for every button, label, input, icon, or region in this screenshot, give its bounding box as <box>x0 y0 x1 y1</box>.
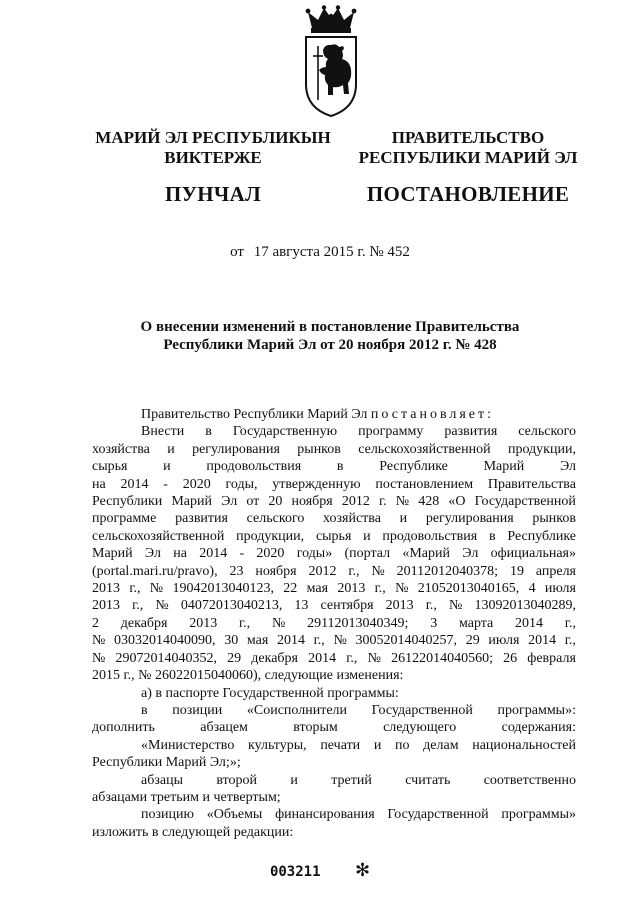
document-body <box>92 406 576 841</box>
header-right-line2: РЕСПУБЛИКИ МАРИЙ ЭЛ <box>358 148 578 167</box>
body-line: изложить в следующей редакции: <box>92 824 294 840</box>
body-line: № 03032014040090, 30 мая 2014 г., № 30052014040257, 29 июля 2014 г., <box>92 633 576 649</box>
body-line: № 29072014040352, 29 декабря 2014 г., № 26122014040560; 26 февраля <box>92 650 576 666</box>
header-right-act-type: ПОСТАНОВЛЕНИЕ <box>366 182 570 206</box>
footer-serial <box>0 860 640 881</box>
body-line: а) в паспорте Государственной программы: <box>141 685 399 701</box>
body-opening-verb: постановляет: <box>370 407 495 422</box>
title-line1: О внесении изменений в постановление Правительства <box>140 319 520 335</box>
body-line: Внести в Государственную программу развития сельского <box>141 424 576 440</box>
body-line: в позиции «Соисполнители Государственной программы»: <box>141 702 576 718</box>
serial-number: 003211 <box>269 864 321 880</box>
header-left-block <box>90 128 336 207</box>
header-right-block <box>350 128 586 207</box>
body-line: сельскохозяйственной продукции, сырья и продовольствия в Республике <box>92 528 576 544</box>
body-line: 2 декабря 2013 г., № 29112013040349; 3 марта 2014 г., <box>92 615 576 631</box>
body-line: абзацами третьим и четвертым; <box>92 789 281 805</box>
header-left-line2: ВИКТЕРЖЕ <box>164 148 262 167</box>
coat-of-arms-emblem <box>298 4 364 120</box>
body-line: дополнить абзацем вторым следующего содержания: <box>92 720 576 736</box>
header-left-act-type: ПУНЧАЛ <box>164 182 262 206</box>
date-line <box>0 244 640 261</box>
document-title <box>80 318 580 354</box>
date-number: 17 августа 2015 г. № 452 <box>253 244 410 260</box>
body-line: (portal.mari.ru/pravo), 23 ноября 2012 г., № 20112012040378; 19 апреля <box>92 563 576 579</box>
body-line: на 2014 - 2020 годы, утвержденную постановлением Правительства <box>92 476 576 492</box>
asterisk-mark-icon: ✻ <box>354 860 371 881</box>
body-line: программе развития сельского хозяйства и регулирования рынков <box>92 511 576 527</box>
body-line: «Министерство культуры, печати и по делам национальностей <box>141 737 576 753</box>
body-opening-subject: Правительство Республики Марий Эл <box>141 407 368 422</box>
body-line: Марий Эл на 2014 - 2020 годы» (портал «Марий Эл официальная» <box>92 546 576 562</box>
body-line: абзацы второй и третий считать соответственно <box>141 772 576 788</box>
body-line: Республики Марий Эл от 20 ноября 2012 г. № 428 «О Государственной <box>92 494 576 510</box>
body-line: 2013 г., № 19042013040123, 22 мая 2013 г., № 21052013040165, 4 июля <box>92 581 576 597</box>
body-opening <box>92 406 576 423</box>
header-left-line1: МАРИЙ ЭЛ РЕСПУБЛИКЫН <box>95 128 331 147</box>
header-right-line1: ПРАВИТЕЛЬСТВО <box>391 128 545 147</box>
body-line: 2013 г., № 04072013040213, 13 сентября 2013 г., № 13092013040289, <box>92 598 576 614</box>
body-line: 2015 г., № 26022015040060), следующие изменения: <box>92 668 404 684</box>
crown-icon <box>306 5 357 33</box>
body-line: Республики Марий Эл;»; <box>92 755 241 771</box>
body-line: позицию «Объемы финансирования Государственной программы» <box>141 807 576 823</box>
date-prefix: от <box>230 244 244 260</box>
body-line: сырья и продовольствия в Республике Марий Эл <box>92 459 576 475</box>
body-line: хозяйства и регулирования рынков сельскохозяйственной продукции, <box>92 441 576 457</box>
title-line2: Республики Марий Эл от 20 ноября 2012 г. № 428 <box>163 337 497 353</box>
